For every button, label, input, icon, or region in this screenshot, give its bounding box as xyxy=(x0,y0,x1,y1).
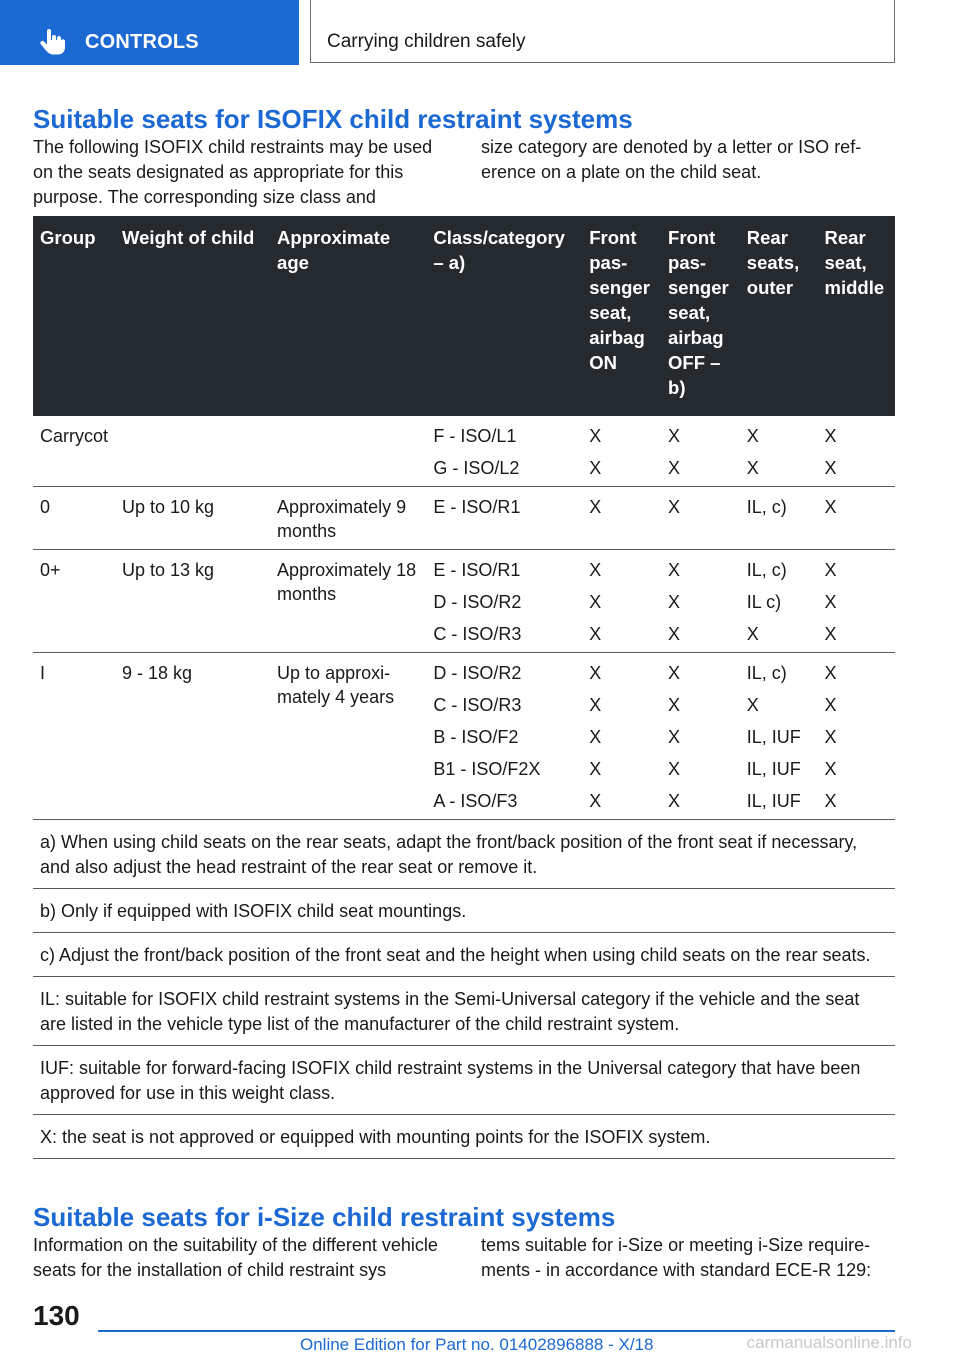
table-note: IL: suitable for ISOFIX child restraint systems in the Semi-Universal category if the vehicle and the seat are listed in the vehicle type list of the manufacturer of the child restraint system. xyxy=(33,977,895,1046)
cell-front-airbag-on-value: X xyxy=(589,592,602,612)
cell-rear-outer xyxy=(740,487,818,550)
cell-rear-outer-value: X xyxy=(746,695,759,715)
cell-class-value: D - ISO/R2 xyxy=(433,592,522,612)
cell-class-value: A - ISO/F3 xyxy=(433,791,518,811)
cell-rear-outer xyxy=(740,416,818,487)
table-row xyxy=(33,487,895,550)
col-header-front-airbag-off: Front passenger seat, airbag OFF – b) xyxy=(661,216,740,416)
cell-class xyxy=(426,550,582,653)
table-note-row xyxy=(33,1046,895,1115)
cell-front-airbag-on-value: X xyxy=(589,791,602,811)
cell-class xyxy=(426,653,582,820)
cell-rear-middle xyxy=(818,550,896,653)
cell-class xyxy=(426,416,582,487)
cell-class-value: C - ISO/R3 xyxy=(433,624,522,644)
cell-class-value: F - ISO/L1 xyxy=(433,426,517,446)
table-note-row xyxy=(33,1115,895,1159)
cell-rear-outer-value: X xyxy=(746,458,759,478)
col-header-class: Class/category – a) xyxy=(426,216,582,416)
cell-front-airbag-off xyxy=(661,487,740,550)
col-header-weight: Weight of child xyxy=(115,216,270,416)
table-note: IUF: suitable for forward-facing ISOFIX child restraint systems in the Universal category that have been approved for use in this weight class. xyxy=(33,1046,895,1115)
cell-front-airbag-off-value: X xyxy=(668,497,681,517)
cell-rear-middle-value: X xyxy=(824,759,837,779)
table-note-row xyxy=(33,977,895,1046)
table-note-row xyxy=(33,820,895,889)
cell-class-value: B - ISO/F2 xyxy=(433,727,519,747)
col-header-group: Group xyxy=(33,216,115,416)
cell-front-airbag-off-value: X xyxy=(668,663,681,683)
cell-front-airbag-off-value: X xyxy=(668,695,681,715)
cell-rear-outer-value: IL c) xyxy=(746,592,782,612)
cell-rear-outer-value: IL, IUF xyxy=(746,791,801,811)
cell-rear-middle-value: X xyxy=(824,458,837,478)
section-title-isize: Suitable seats for i-Size child restraint systems xyxy=(33,1202,616,1232)
cell-class-value: C - ISO/R3 xyxy=(433,695,522,715)
cell-group: 0 xyxy=(33,487,115,550)
cell-front-airbag-off-value: X xyxy=(668,624,681,644)
table-note: c) Adjust the front/back position of the front seat and the height when using child seats on the rear seats. xyxy=(33,933,895,977)
cell-rear-middle-value: X xyxy=(824,497,837,517)
cell-front-airbag-off xyxy=(661,550,740,653)
cell-front-airbag-off-value: X xyxy=(668,426,681,446)
cell-age: Up to approximately 4 years xyxy=(270,653,426,820)
col-header-age: Approximate age xyxy=(270,216,426,416)
cell-front-airbag-off-value: X xyxy=(668,458,681,478)
cell-front-airbag-on-value: X xyxy=(589,727,602,747)
section-tab[interactable] xyxy=(310,0,895,63)
cell-age: Approximately 9 months xyxy=(270,487,426,550)
cell-front-airbag-on-value: X xyxy=(589,497,602,517)
cell-front-airbag-off xyxy=(661,653,740,820)
isize-paragraph-right: tems suitable for i-Size or meeting i-Size requirements - in accordance with standard ECE-R 129: xyxy=(481,1235,872,1280)
cell-weight: Up to 10 kg xyxy=(115,487,270,550)
cell-rear-outer-value: IL, c) xyxy=(746,497,787,517)
isofix-table xyxy=(33,216,895,1159)
cell-class-value: E - ISO/R1 xyxy=(433,560,521,580)
cell-rear-outer xyxy=(740,653,818,820)
table-row xyxy=(33,550,895,653)
col-header-front-airbag-on: Front passenger seat, airbag ON xyxy=(582,216,661,416)
cell-rear-middle-value: X xyxy=(824,560,837,580)
cell-rear-middle xyxy=(818,487,896,550)
cell-rear-outer-value: IL, IUF xyxy=(746,727,801,747)
table-note-row xyxy=(33,889,895,933)
cell-group: Carrycot xyxy=(33,416,115,487)
intro-paragraph-left: The following ISOFIX child restraints may be used on the seats designated as appropriate for this purpose. The corresponding size class and xyxy=(33,137,433,207)
cell-rear-outer-value: IL, c) xyxy=(746,560,787,580)
cell-class-value: D - ISO/R2 xyxy=(433,663,522,683)
isize-paragraph-left: Information on the suitability of the different vehicle seats for the installation of child restraint sys xyxy=(33,1235,438,1280)
cell-front-airbag-off-value: X xyxy=(668,592,681,612)
section-tab-label: Carrying children safely xyxy=(327,31,526,52)
cell-front-airbag-on-value: X xyxy=(589,695,602,715)
cell-front-airbag-on xyxy=(582,550,661,653)
cell-front-airbag-on-value: X xyxy=(589,458,602,478)
cell-front-airbag-on-value: X xyxy=(589,759,602,779)
col-header-rear-outer: Rear seats, outer xyxy=(740,216,818,416)
section-title-isofix: Suitable seats for ISOFIX child restraint systems xyxy=(33,104,633,134)
cell-group: 0+ xyxy=(33,550,115,653)
cell-class xyxy=(426,487,582,550)
chapter-tab-label: CONTROLS xyxy=(85,31,199,53)
table-note: a) When using child seats on the rear seats, adapt the front/back position of the front seat if necessary, and also adjust the head restraint of the rear seat or remove it. xyxy=(33,820,895,889)
table-note: X: the seat is not approved or equipped with mounting points for the ISOFIX system. xyxy=(33,1115,895,1159)
cell-rear-outer-value: IL, IUF xyxy=(746,759,801,779)
cell-front-airbag-on-value: X xyxy=(589,560,602,580)
footer-divider xyxy=(98,1330,895,1332)
cell-rear-middle-value: X xyxy=(824,727,837,747)
table-note: b) Only if equipped with ISOFIX child seat mountings. xyxy=(33,889,895,933)
cell-rear-middle-value: X xyxy=(824,624,837,644)
cell-front-airbag-off-value: X xyxy=(668,759,681,779)
cell-rear-middle-value: X xyxy=(824,663,837,683)
cell-front-airbag-off-value: X xyxy=(668,791,681,811)
cell-rear-middle-value: X xyxy=(824,592,837,612)
table-note-row xyxy=(33,933,895,977)
hand-pointer-icon xyxy=(38,28,66,56)
cell-rear-middle xyxy=(818,653,896,820)
cell-front-airbag-on-value: X xyxy=(589,426,602,446)
cell-rear-outer xyxy=(740,550,818,653)
cell-weight: 9 - 18 kg xyxy=(115,653,270,820)
cell-front-airbag-on-value: X xyxy=(589,624,602,644)
chapter-tab[interactable] xyxy=(0,0,299,65)
cell-class-value: B1 - ISO/F2X xyxy=(433,759,541,779)
footer-edition: Online Edition for Part no. 01402896888 - X/18 xyxy=(300,1335,654,1354)
cell-rear-middle-value: X xyxy=(824,791,837,811)
cell-class-value: G - ISO/L2 xyxy=(433,458,520,478)
cell-age: Approximately 18 months xyxy=(270,550,426,653)
cell-front-airbag-on xyxy=(582,416,661,487)
cell-front-airbag-on xyxy=(582,487,661,550)
cell-front-airbag-on xyxy=(582,653,661,820)
cell-front-airbag-on-value: X xyxy=(589,663,602,683)
cell-rear-outer-value: IL, c) xyxy=(746,663,787,683)
table-row xyxy=(33,653,895,820)
col-header-rear-middle: Rear seat, middle xyxy=(818,216,896,416)
cell-front-airbag-off xyxy=(661,416,740,487)
page-number: 130 xyxy=(33,1300,80,1331)
cell-rear-outer-value: X xyxy=(746,624,759,644)
cell-group: I xyxy=(33,653,115,820)
cell-weight: Up to 13 kg xyxy=(115,550,270,653)
cell-rear-middle-value: X xyxy=(824,426,837,446)
watermark: carmanualsonline.info xyxy=(746,1333,912,1352)
cell-weight xyxy=(115,416,270,487)
table-row xyxy=(33,416,895,487)
table-header-row xyxy=(33,216,895,416)
cell-rear-middle-value: X xyxy=(824,695,837,715)
page-header xyxy=(0,0,960,66)
cell-class-value: E - ISO/R1 xyxy=(433,497,521,517)
cell-rear-middle xyxy=(818,416,896,487)
cell-front-airbag-off-value: X xyxy=(668,727,681,747)
cell-rear-outer-value: X xyxy=(746,426,759,446)
cell-age xyxy=(270,416,426,487)
cell-front-airbag-off-value: X xyxy=(668,560,681,580)
intro-paragraph-right: size category are denoted by a letter or ISO reference on a plate on the child seat. xyxy=(481,137,862,182)
